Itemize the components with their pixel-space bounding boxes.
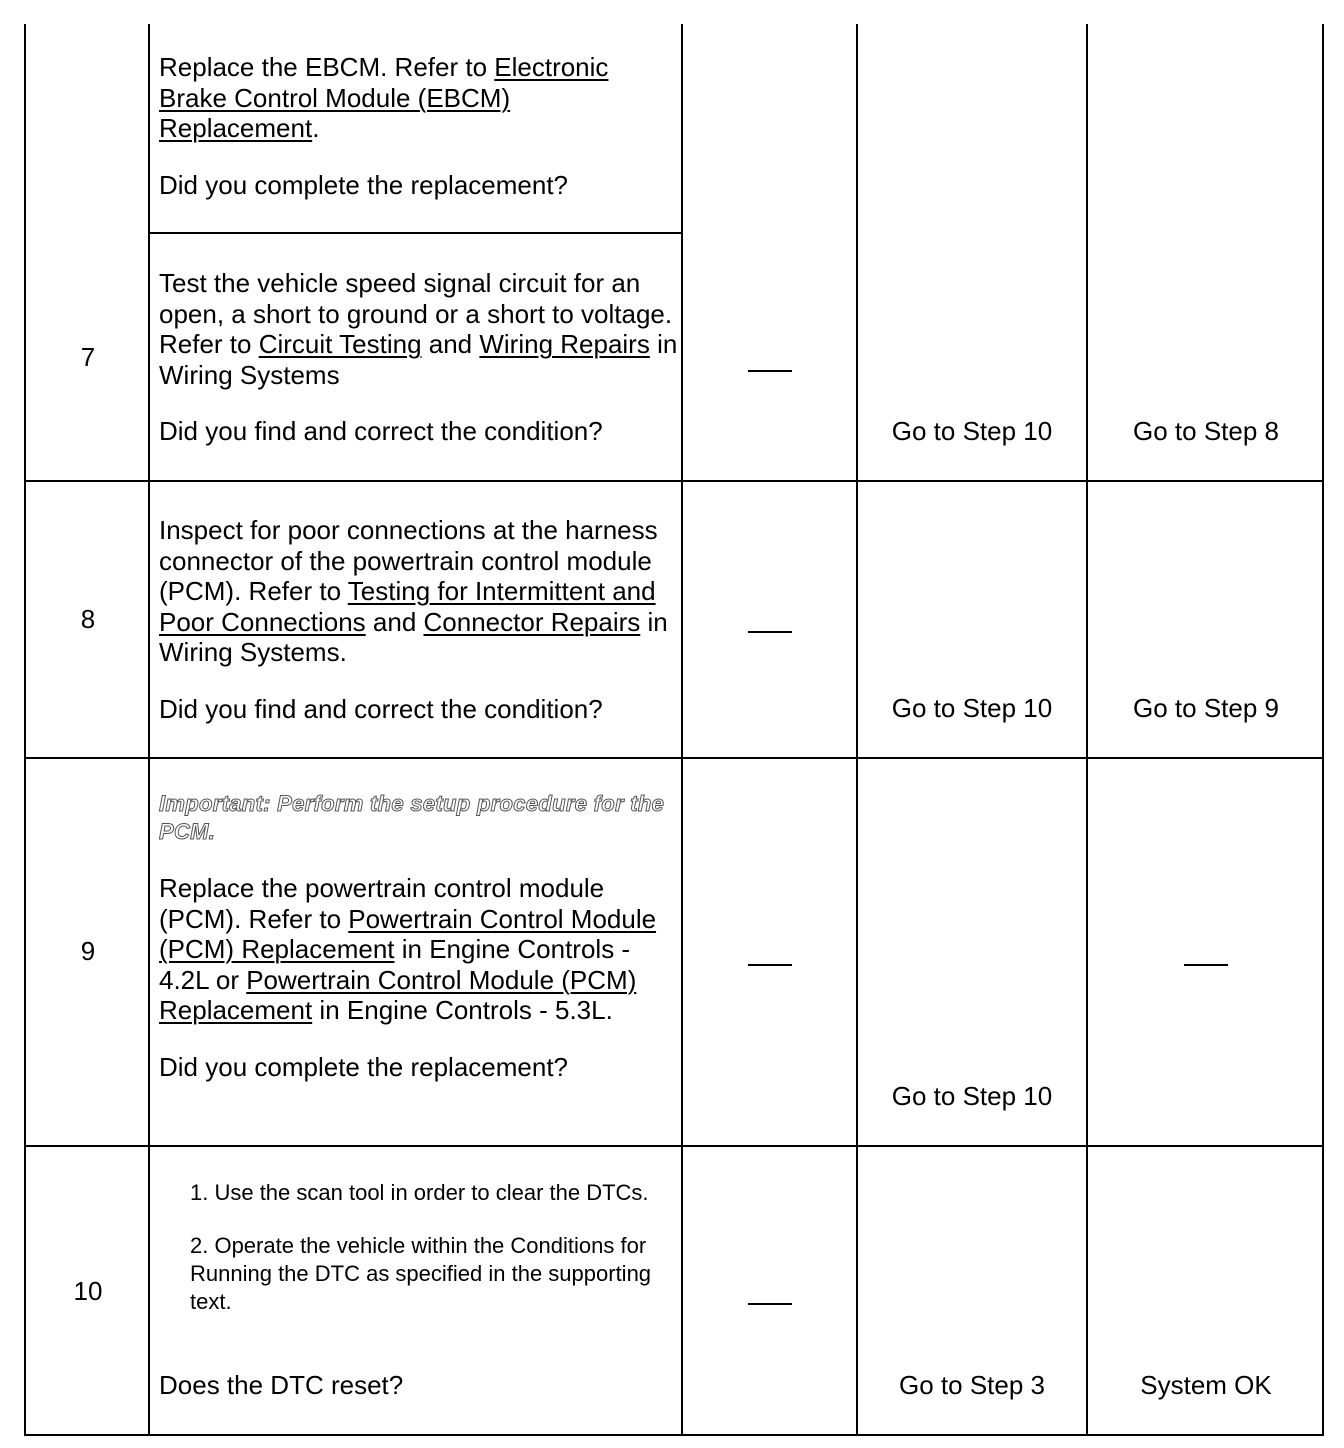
question-text: Did you find and correct the condition? bbox=[159, 693, 603, 724]
step-number: 10 bbox=[73, 1276, 103, 1306]
row-divider bbox=[26, 1145, 1322, 1147]
ebcm-replacement-link[interactable]: Electronic Brake Control Module (EBCM) Replacement bbox=[159, 52, 609, 143]
yes-action: Go to Step 10 bbox=[891, 1081, 1053, 1111]
no-action: Go to Step 8 bbox=[1133, 416, 1279, 446]
question-text: Did you find and correct the condition? bbox=[159, 416, 603, 446]
step-10-procedure-list bbox=[190, 1179, 680, 1341]
instruction-text: Test the vehicle speed signal circuit for an open, a short to ground or a short to voltage. Refer to Circuit Testing and Wiring Repairs in Wiring Systems bbox=[159, 268, 678, 390]
connector-repairs-link[interactable]: Connector Repairs bbox=[423, 606, 641, 637]
empty-value-dash bbox=[748, 631, 792, 633]
yes-action: Go to Step 10 bbox=[891, 693, 1053, 723]
step-number: 7 bbox=[80, 342, 96, 372]
step-number: 9 bbox=[80, 936, 96, 966]
empty-value-dash bbox=[1184, 964, 1228, 966]
instruction-text: Replace the powertrain control module (PCM). Refer to Powertrain Control Module (PCM) Replacement in Engine Controls - 4.2L or Powertrain Control Module (PCM) Replacement in Engine Controls - 5.3L. bbox=[159, 873, 657, 1025]
row-divider bbox=[26, 480, 1322, 482]
row-divider bbox=[26, 757, 1322, 759]
pcm-replacement-link-42l[interactable]: Powertrain Control Module (PCM) Replacement bbox=[159, 903, 657, 964]
column-divider bbox=[856, 24, 858, 1434]
no-action: System OK bbox=[1140, 1370, 1272, 1400]
column-divider bbox=[148, 24, 150, 1434]
list-item: 2. Operate the vehicle within the Conditions for Running the DTC as specified in the supporting text. bbox=[190, 1233, 652, 1314]
step-8-inspect-pcm-connections bbox=[159, 515, 677, 724]
step-number: 8 bbox=[80, 604, 96, 634]
step-7-test-vss-circuit bbox=[159, 268, 679, 447]
question-text: Did you complete the replacement? bbox=[159, 1051, 569, 1082]
step-9-replace-pcm bbox=[159, 790, 679, 1082]
yes-action: Go to Step 10 bbox=[891, 416, 1053, 446]
step-7-replace-ebcm bbox=[159, 52, 674, 200]
no-action: Go to Step 9 bbox=[1133, 693, 1279, 723]
row-divider bbox=[150, 232, 683, 234]
question-text: Did you complete the replacement? bbox=[159, 169, 569, 200]
list-item: 1. Use the scan tool in order to clear the DTCs. bbox=[190, 1180, 649, 1205]
instruction-text: Replace the EBCM. Refer to Electronic Brake Control Module (EBCM) Replacement. bbox=[159, 52, 609, 143]
wiring-repairs-link[interactable]: Wiring Repairs bbox=[479, 329, 650, 359]
testing-intermittent-link[interactable]: Testing for Intermittent and Poor Connections bbox=[159, 576, 656, 637]
empty-value-dash bbox=[748, 1303, 792, 1305]
circuit-testing-link[interactable]: Circuit Testing bbox=[258, 329, 422, 359]
empty-value-dash bbox=[748, 370, 792, 372]
instruction-text: Inspect for poor connections at the harness connector of the powertrain control module (PCM). Refer to Testing for Intermittent and Poor Connections and Connector Repairs in Wiring Systems. bbox=[159, 515, 668, 667]
column-divider bbox=[1086, 24, 1088, 1434]
yes-action: Go to Step 3 bbox=[899, 1370, 1045, 1400]
pcm-replacement-link-53l[interactable]: Powertrain Control Module (PCM) Replacement bbox=[159, 964, 637, 1025]
question-text: Does the DTC reset? bbox=[159, 1370, 404, 1400]
column-divider bbox=[681, 24, 683, 1434]
important-note: Important: Perform the setup procedure for the PCM. bbox=[159, 791, 665, 844]
empty-value-dash bbox=[748, 964, 792, 966]
diagnostic-table bbox=[24, 24, 1324, 1436]
